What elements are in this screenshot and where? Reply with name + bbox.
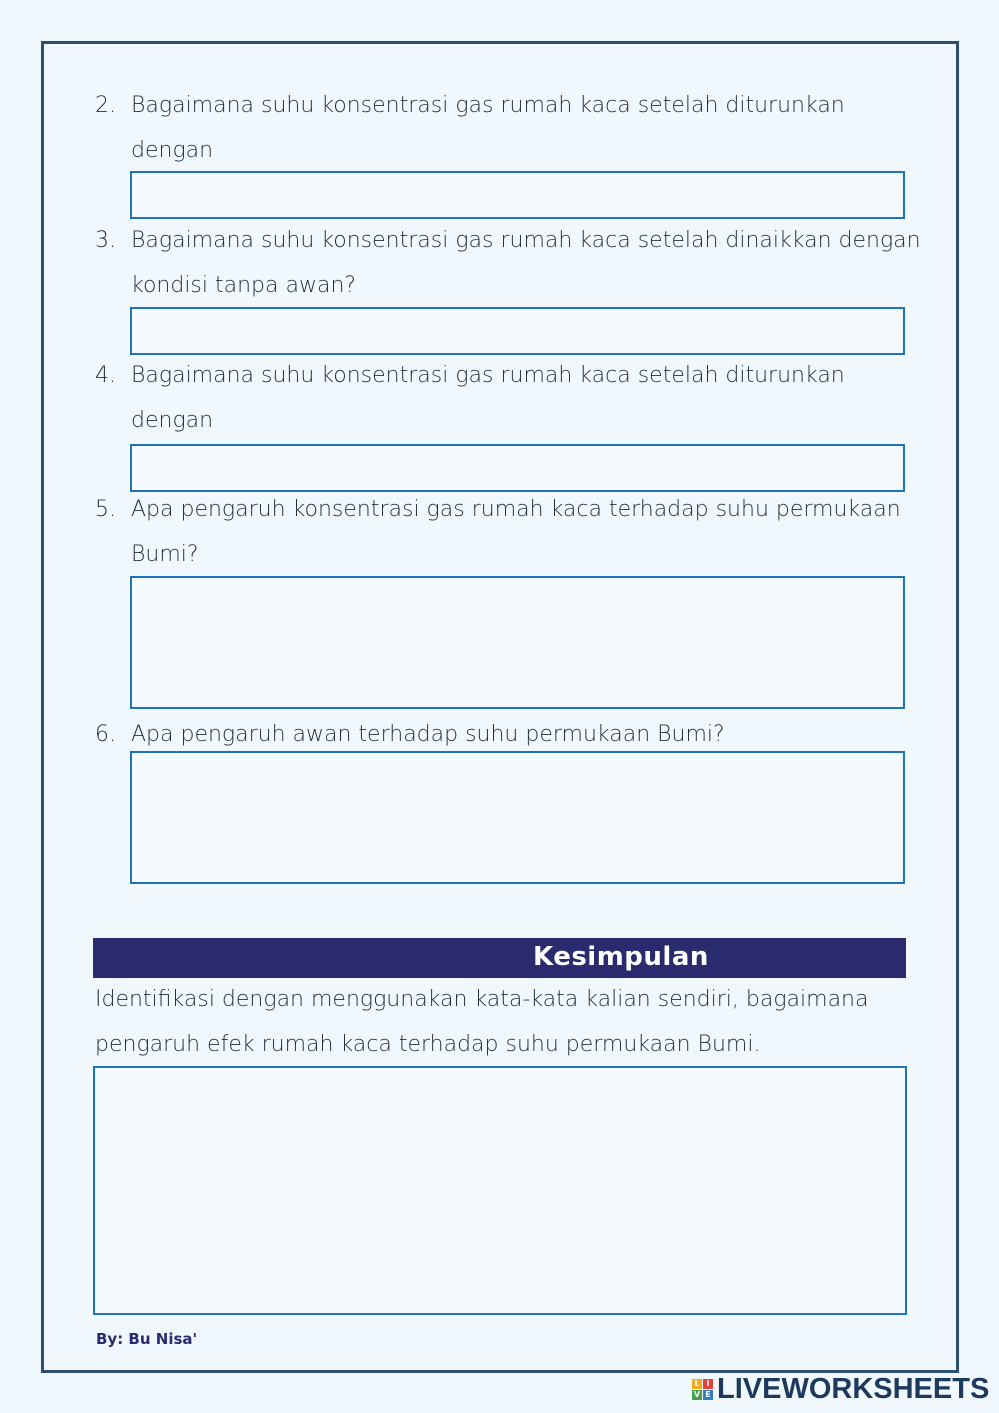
question-3-line-2: kondisi tanpa awan? [131,273,357,298]
question-5-line-1: Apa pengaruh konsentrasi gas rumah kaca terhadap suhu permukaan [131,497,901,522]
question-2-line-1: Bagaimana suhu konsentrasi gas rumah kaca setelah diturunkan dengan [131,93,845,163]
liveworksheets-wordmark: LIVEWORKSHEETS [717,1372,990,1405]
question-5-number: 5. [95,497,116,522]
conclusion-title: Kesimpulan [533,942,709,972]
liveworksheets-logo-icon [692,1379,713,1400]
question-6-line-1: Apa pengaruh awan terhadap suhu permukaan Bumi? [131,722,725,747]
liveworksheets-brand[interactable] [692,1374,989,1404]
answer-input-2[interactable] [130,171,905,219]
conclusion-answer-input[interactable] [93,1066,907,1315]
conclusion-banner [93,938,906,978]
question-4-line-1: Bagaimana suhu konsentrasi gas rumah kaca setelah diturunkan dengan [131,363,845,433]
answer-input-5[interactable] [130,576,905,709]
answer-input-4[interactable] [130,444,905,492]
conclusion-line-2: pengaruh efek rumah kaca terhadap suhu permukaan Bumi. [95,1032,761,1057]
question-5-line-2: Bumi? [131,542,199,567]
conclusion-line-1: Identifikasi dengan menggunakan kata-kata kalian sendiri, bagaimana [95,987,869,1012]
answer-input-3[interactable] [130,307,905,355]
question-4-number: 4. [95,363,116,388]
logo-letter-e: E [703,1390,713,1400]
author-credit: By: Bu Nisa' [96,1330,198,1348]
answer-input-6[interactable] [130,751,905,884]
question-3-number: 3. [95,228,116,253]
question-6-number: 6. [95,722,116,747]
logo-letter-i: I [703,1379,713,1389]
conclusion-prompt [95,977,905,1067]
logo-letter-l: L [692,1379,702,1389]
question-3-line-1: Bagaimana suhu konsentrasi gas rumah kaca setelah dinaikkan dengan [131,228,921,253]
logo-letter-v: V [693,1389,701,1399]
question-5-text [131,487,921,577]
question-3-text [131,218,921,308]
question-2-number: 2. [95,93,116,118]
